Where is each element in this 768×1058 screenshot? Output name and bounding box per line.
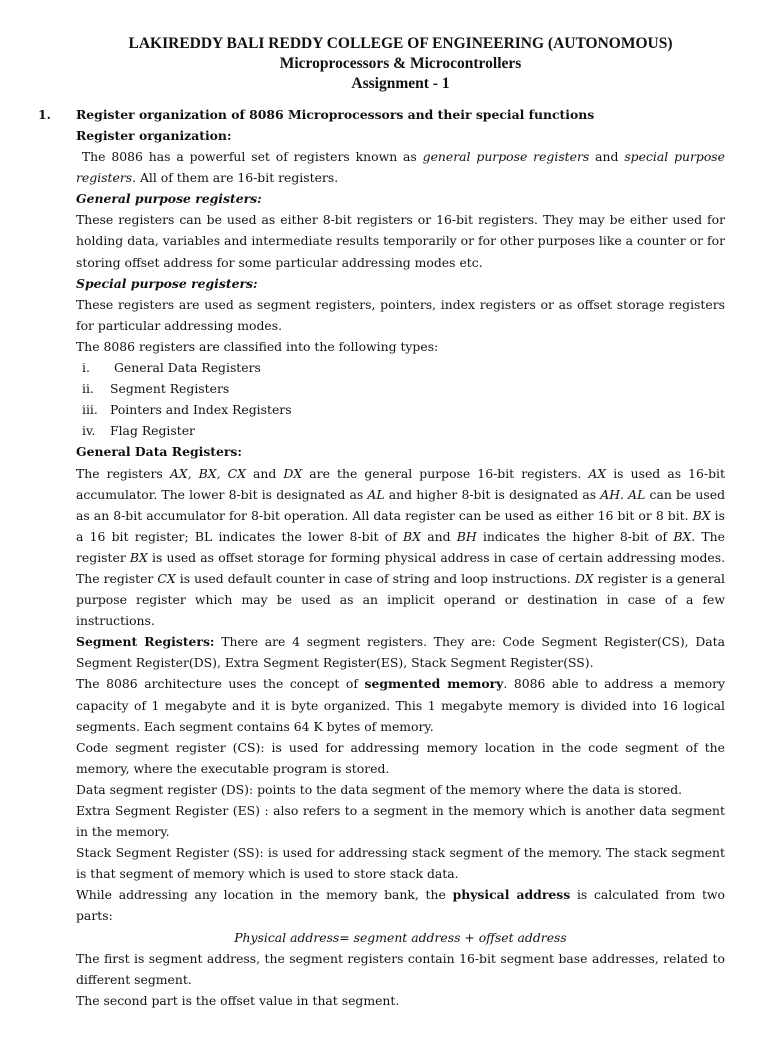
code-segment-paragraph: Code segment register (CS): is used for addressing memory location in the code segment of the memory, where the executable program is stored. bbox=[76, 739, 725, 776]
question-heading bbox=[38, 104, 725, 125]
list-label: Pointers and Index Registers bbox=[110, 402, 292, 418]
question-number: 1. bbox=[38, 107, 51, 122]
question-title: Register organization of 8086 Microprocessors and their special functions bbox=[76, 107, 595, 122]
extra-segment-paragraph: Extra Segment Register (ES) : also refers to a segment in the memory which is another data segment in the memory. bbox=[76, 803, 725, 840]
segment-registers-heading: Segment Registers: bbox=[76, 634, 215, 650]
register-types-list bbox=[76, 357, 725, 441]
general-data-registers-paragraph: The registers AX, BX, CX and DX are the general purpose 16-bit registers. AX is used as 16-bit accumulator. The lower 8-bit is designated as AL and higher 8-bit is designated as AH. AL can be used as an 8-bit accumulator for 8-bit operation. All data register can be used as either 16 bit or 8 bit. BX is a 16 bit register; BL indicates the lower 8-bit of BX and BH indicates the higher 8-bit of BX. The register BX is used as offset storage for forming physical address in case of certain addressing modes. The register CX is used default counter in case of string and loop instructions. DX register is a general purpose register which may be used as an implicit operand or destination in case of a few instructions. bbox=[76, 465, 726, 629]
register-organization-paragraph: The 8086 has a powerful set of registers known as general purpose registers and special purpose registers. All of them are 16-bit registers. bbox=[76, 149, 725, 186]
general-purpose-registers-paragraph: These registers can be used as either 8-bit registers or 16-bit registers. They may be either used for holding data, variables and intermediate results temporarily or for other purposes like a counter or for storing offset address for some particular addressing modes etc. bbox=[76, 212, 725, 270]
list-item bbox=[76, 357, 725, 378]
document-page bbox=[0, 34, 768, 1058]
document-body bbox=[76, 125, 725, 1011]
stack-segment-paragraph: Stack Segment Register (SS): is used for addressing stack segment of the memory. The stack segment is that segment of memory which is used to store stack data. bbox=[76, 845, 725, 882]
general-purpose-registers-heading: General purpose registers: bbox=[76, 191, 262, 207]
physical-address-formula: Physical address= segment address + offset address bbox=[234, 929, 567, 945]
list-label: Segment Registers bbox=[110, 381, 230, 397]
list-item bbox=[76, 378, 725, 399]
list-label: General Data Registers bbox=[114, 360, 261, 376]
segmented-memory-paragraph: The 8086 architecture uses the concept of segmented memory. 8086 able to address a memory capacity of 1 megabyte and it is byte organized. This 1 megabyte memory is divided into 16 logical segments. Each segment contains 64 K bytes of memory. bbox=[76, 676, 725, 734]
list-label: Flag Register bbox=[110, 423, 195, 439]
physical-address-paragraph: While addressing any location in the memory bank, the physical address is calculated from two parts: bbox=[76, 887, 725, 924]
list-item bbox=[76, 399, 725, 420]
list-item bbox=[76, 420, 725, 441]
assignment-title: Assignment - 1 bbox=[351, 75, 450, 92]
classification-intro: The 8086 registers are classified into the following types: bbox=[76, 338, 439, 354]
list-number: i. bbox=[82, 360, 90, 376]
list-number: ii. bbox=[82, 381, 94, 397]
segment-address-paragraph: The first is segment address, the segment registers contain 16-bit segment base addresses, related to different segment. bbox=[76, 950, 725, 987]
list-number: iii. bbox=[82, 402, 98, 418]
document-header bbox=[76, 34, 725, 94]
college-name: LAKIREDDY BALI REDDY COLLEGE OF ENGINEERING (AUTONOMOUS) bbox=[128, 35, 673, 52]
subject-title: Microprocessors & Microcontrollers bbox=[279, 55, 522, 72]
data-segment-paragraph: Data segment register (DS): points to the data segment of the memory where the data is stored. bbox=[76, 781, 683, 797]
offset-paragraph: The second part is the offset value in that segment. bbox=[76, 992, 400, 1008]
register-organization-heading: Register organization: bbox=[76, 128, 232, 143]
segment-registers-paragraph: Segment Registers: There are 4 segment registers. They are: Code Segment Register(CS), Data Segment Register(DS), Extra Segment Register(ES), Stack Segment Register(SS). bbox=[76, 634, 726, 671]
special-purpose-registers-heading: Special purpose registers: bbox=[76, 275, 258, 291]
list-number: iv. bbox=[82, 423, 96, 439]
general-data-registers-heading: General Data Registers: bbox=[76, 444, 242, 460]
special-purpose-registers-paragraph: These registers are used as segment registers, pointers, index registers or as offset storage registers for particular addressing modes. bbox=[76, 296, 725, 333]
